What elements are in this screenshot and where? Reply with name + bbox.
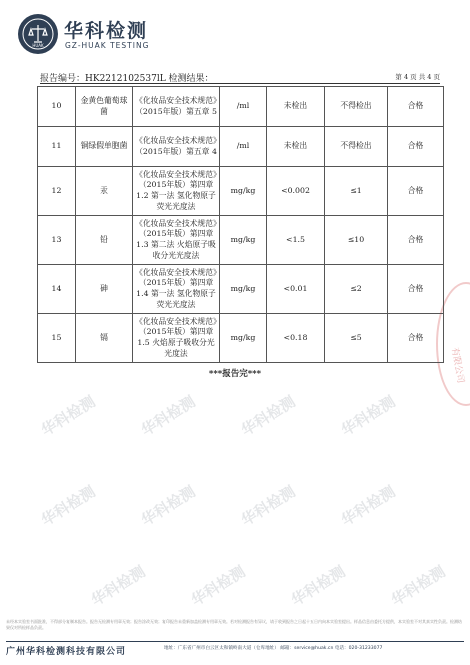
cell-item: 金黄色葡萄球菌 [76, 87, 133, 127]
cell-unit: mg/kg [220, 167, 267, 216]
cell-judge: 合格 [388, 87, 444, 127]
cell-judge: 合格 [388, 216, 444, 265]
company-logo [18, 14, 58, 54]
watermark: 华科检测 [138, 482, 199, 530]
cell-no: 14 [38, 265, 76, 314]
table-row [38, 216, 444, 265]
brand-name-cn: 华科检测 [64, 20, 149, 42]
cell-unit: mg/kg [220, 216, 267, 265]
cell-limit: 不得检出 [325, 127, 388, 167]
footer-company-name: 广州华科检测科技有限公司 [6, 647, 127, 657]
cell-no: 10 [38, 87, 76, 127]
meta-divider [40, 83, 440, 84]
cell-item: 汞 [76, 167, 133, 216]
cell-limit: ≤2 [325, 265, 388, 314]
cell-limit: 不得检出 [325, 87, 388, 127]
cell-method: 《化妆品安全技术规范》（2015年版）第五章 4 [133, 127, 220, 167]
table-row [38, 167, 444, 216]
cell-result: <1.5 [267, 216, 325, 265]
cell-unit: /ml [220, 127, 267, 167]
cell-no: 13 [38, 216, 76, 265]
cell-method: 《化妆品安全技术规范》（2015年版）第四章 1.3 第二法 火焰原子吸收分光光度法 [133, 216, 220, 265]
footer-disclaimer: 未经本实验室书面批准，不得部分复制本报告。报告无检测专用章无效；报告涂改无效；复印报告未重新加盖检测专用章无效。若对检测报告有异议，请于收到报告之日起十五日内向本实验室提出。样品信息由委托方提供，本实验室不对其真实性负责。检测结果仅对所检样品负责。 [6, 619, 462, 630]
footer-phone: 电话：020-31233077 [334, 646, 383, 651]
watermark: 华科检测 [188, 562, 249, 610]
table-row [38, 127, 444, 167]
report-number: 报告编号：HK2212102537lL 检测结果： [40, 74, 214, 84]
results-table [37, 86, 444, 363]
footer-divider [6, 641, 464, 642]
cell-result: <0.01 [267, 265, 325, 314]
report-end-marker: ***报告完*** [208, 369, 262, 379]
cell-item: 镉 [76, 314, 133, 363]
cell-limit: ≤10 [325, 216, 388, 265]
watermark: 华科检测 [38, 392, 99, 440]
footer [6, 644, 464, 658]
cell-item: 砷 [76, 265, 133, 314]
table-row [38, 87, 444, 127]
cell-judge: 合格 [388, 127, 444, 167]
footer-contact [164, 645, 464, 652]
watermark: 华科检测 [38, 482, 99, 530]
cell-no: 11 [38, 127, 76, 167]
watermark: 华科检测 [88, 562, 149, 610]
table-row [38, 265, 444, 314]
logo-emblem-icon [21, 17, 55, 51]
watermark: 华科检测 [338, 482, 399, 530]
cell-result: 未检出 [267, 127, 325, 167]
cell-unit: mg/kg [220, 265, 267, 314]
cell-no: 15 [38, 314, 76, 363]
watermark: 华科检测 [238, 392, 299, 440]
cell-method: 《化妆品安全技术规范》（2015年版）第五章 5 [133, 87, 220, 127]
watermark: 华科检测 [288, 562, 349, 610]
cell-judge: 合格 [388, 167, 444, 216]
cell-method: 《化妆品安全技术规范》（2015年版）第四章 1.5 火焰原子吸收分光光度法 [133, 314, 220, 363]
logo-text: HUAK [32, 43, 44, 48]
watermark: 华科检测 [138, 392, 199, 440]
cell-no: 12 [38, 167, 76, 216]
cell-method: 《化妆品安全技术规范》（2015年版）第四章 1.2 第一法 氢化物原子荧光光度法 [133, 167, 220, 216]
table-row [38, 314, 444, 363]
cell-method: 《化妆品安全技术规范》（2015年版）第四章 1.4 第一法 氢化物原子荧光光度法 [133, 265, 220, 314]
watermark: 华科检测 [338, 392, 399, 440]
cell-judge: 合格 [388, 314, 444, 363]
cell-result: <0.18 [267, 314, 325, 363]
report-header [18, 14, 458, 58]
brand-name-en: GZ-HUAK TESTING [65, 41, 150, 50]
svg-text:有限公司: 有限公司 [449, 346, 466, 384]
watermark: 华科检测 [238, 482, 299, 530]
cell-result: <0.002 [267, 167, 325, 216]
footer-email: 邮箱：service@huak.cn [280, 646, 334, 651]
cell-item: 铜绿假单胞菌 [76, 127, 133, 167]
watermark: 华科检测 [388, 562, 449, 610]
cell-limit: ≤1 [325, 167, 388, 216]
cell-judge: 合格 [388, 265, 444, 314]
cell-result: 未检出 [267, 87, 325, 127]
cell-unit: /ml [220, 87, 267, 127]
page-indicator: 第 4 页 共 4 页 [395, 73, 440, 81]
footer-address: 地址：广东省广州市白云区太和镇岭南大道（仓库地址） [164, 646, 279, 651]
cell-limit: ≤5 [325, 314, 388, 363]
cell-unit: mg/kg [220, 314, 267, 363]
cell-item: 铅 [76, 216, 133, 265]
